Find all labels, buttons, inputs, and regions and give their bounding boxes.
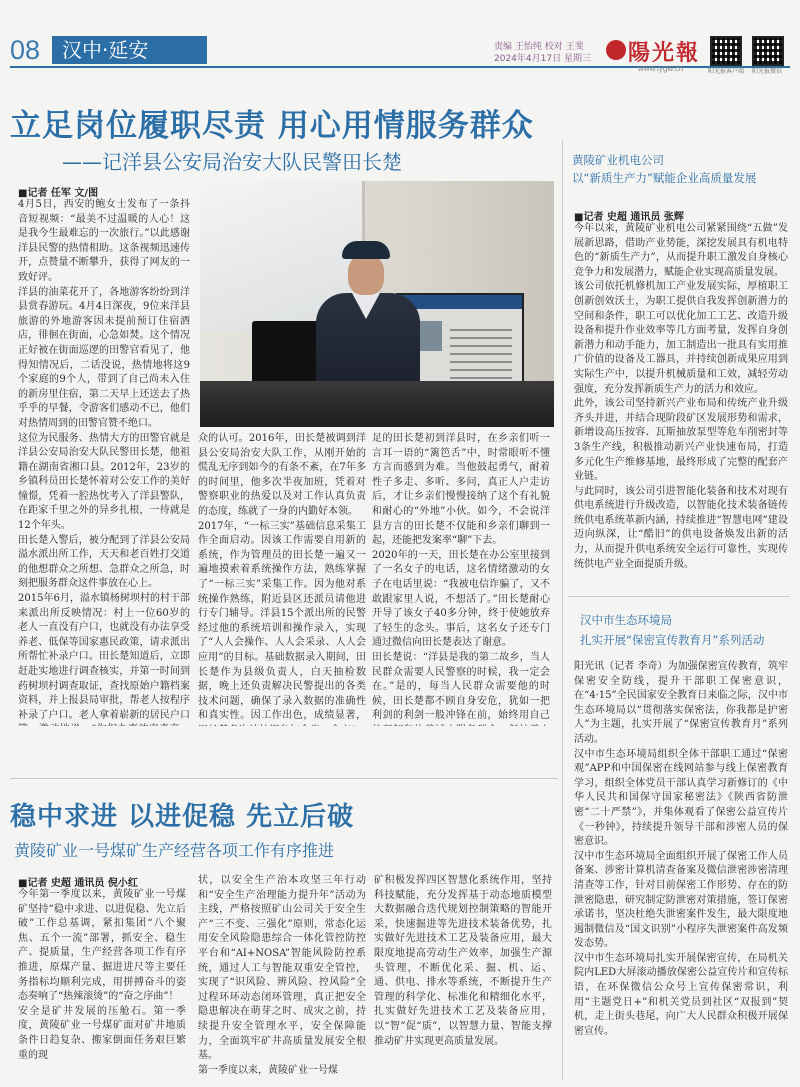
editors-line: 责编 王怡纯 校对 王斐 [494,42,584,52]
bottom-article-column-2: 状，以安全生产治本攻坚三年行动和“安全生产治理能力提升年”活动为主线，严格按照矿山公司关于安全生产“三不变、三强化”原则，常态化运用安全风险隐患综合一体化管控防控平台和“AI+NOSA”智能风险防控系统，通过人工与智能双重安全管控，实现了“识风险、辨风险、控风险”全过程环环动态闭环管理，真正把安全隐患解决在萌芽之时、成灾之前，持续提升安全管理水平，安全保障能力，全面筑牢矿井高质量发展安全根基。 第一季度以来，黄陵矿业一号煤 [198,875,366,1076]
side-article-2-headline-line1: 汉中市生态环境局 [580,613,672,627]
page-number: 08 [10,35,41,65]
newspaper-url: www.iygw.cn [638,64,684,73]
qr-label: 阳光报微信 [752,68,783,75]
bottom-byline: ■记者 史超 通讯员 倪小红 [18,878,138,889]
side-article-1-headline-line1: 黄陵矿业机电公司 [572,153,664,167]
logo-sun-icon [606,40,626,60]
side-article-2-text: 阳光讯（记者 李奇）为加强保密宣传教育，筑牢保密安全防线，提升干部职工保密意识，在“4·15”全民国家安全教育日来临之际，汉中市生态环境局以“贯彻落实保密法，你我都是护密人”为主题，扎实开展了“保密宣传教育月”系列活动。 汉中市生态环境局组织全体干部职工通过“保密观”APP和中国保密在线网站参与线上保密教育学习，组织全体党员干部认真学习新修订的《中华人民共和国保守国家秘密法》《陕西省防泄密“二十严禁”》，并集体观看了保密公益宣传片《一秒钟》，持续提升领导干部和涉密人员的保密意识。 汉中市生态环境局全面组织开展了保密工作人员备案、涉密计算机清查备案及微信泄密涉密清理清查等工作，针对目前保密工作形势、存在的防泄密隐患，研究制定防泄密对策措施，签订保密承诺书，坚决杜绝失泄密案件发生，最大限度地遏制微信及“国文识别”小程序失泄密案件高发频发态势。 汉中市生态环境局扎实开展保密宣传，在局机关院内LED大屏滚动播放保密公益宣传片和宣传标语，在环保微信公众号上宣传保密常识，利用“主题党日+”和机关党员到社区“双报到”契机，走上街头巷尾，向广大人民群众积极开展保密宣传。 [574,661,788,1037]
date-line: 2024年4月17日 星期三 [494,54,591,64]
side-article-1-headline [572,151,756,187]
section-title: 汉中·延安 [52,36,207,64]
side-article-1-byline: ■记者 史超 通讯员 张辉 [574,212,684,223]
editors-info [494,41,591,65]
main-byline: ■记者 任军 文/图 [18,188,99,199]
main-article-column-2: 众的认可。2016年，田长楚被调到洋县公安局治安大队工作，从刚开始的慌乱无序到如今的有条不紊，在7年多的时间里，他多次半夜加班，凭着对警察职业的热爱以及对工作认真负责的态度，练就了一身的内勤好本领。 2017年，“一标三实”基础信息采集工作全面启动。因该工作需要自用新的系统，作为管理员的田长楚一遍又一遍地摸索着系统操作方法，熟练掌握了“一标三实”采集工作。因为他对系统操作熟练，附近县区还派员请他进行专门辅导。洋县15个派出所的民警经过他的系统培训和操作录入，实现了“人人会操作、人人会采录、人人会应用”的目标。基础数据录入期间，田长楚作为县级负责人，白天抽检数据，晚上还负责解决民警提出的各类技术问题，确保了录入数据的准确性和真实性。因工作出色，成绩显著， [198,433,366,722]
side-article-1-text: 今年以来，黄陵矿业机电公司紧紧围绕“五做”发展新思路，借助产业势能，深挖发展具有机电特色的“新质生产力”，从而提升职工激发自身核心竞争力和发展潜力，赋能企业实现高质量发展。 该公司依托机修机加工产业发展实际，厚植职工创新创效沃土，为职工提供自我发挥创新潜力的空间和条件，职工可以优化加工工艺、改造升级设备和提升作业效率等几方面考量，发挥自身创新潜力和动手能力，加工制造出一批具有实用推广价值的设备及工器具，并持续创新成果应用到实际生产中，以提升机械质量和工效，减轻劳动强度，充分发挥新质生产力的活力和效应。 此外，该公司坚持新兴产业布局和传统产业升级齐头并进，并结合现阶段矿区发展形势和需求，新增设高压按容、瓦斯抽放泵型等危车削密封等3条生产线，积极推动新兴产业快速布局，打造多元化生产维修基地，最终形成了完整的配套产业链。 与此同时，该公司引进智能化装备和技术对现有供电系统进行升级改造，以智能化技术装备链传统供电系统革新内涵，持续推进“智慧电网”建设迈向纵深，让“酷旧”的供电设备焕发出新的活力，从而提升供电系统安全运行可靠性，实现传统供电产业全面提质升级。 [574,223,788,570]
masthead [0,0,800,74]
section-divider [568,596,790,597]
qr-label: 阳光报客户端 [708,68,745,75]
main-article-photo [200,181,554,427]
side-article-2-headline [580,610,764,650]
bottom-article-column-3: 矿积极发挥四区智慧化系统作用，坚持科技赋能，充分发挥基于动态地质模型大数据融合迭代规划控制策略的智能开采，快速掘进等先进技术装备优势，扎实做好先进技术工艺及装备应用，最大限度地提高劳动生产效率，加强生产源头管理，不断优化采、掘、机、运、通、供电、排水等系统，不断提升生产管理的科学化、标准化和精细化水平，扎实做好先进技术工艺及装备应用，以“智”促“质”，以智慧力量、智能支撑推动矿井实现更高质量发展。 [374,875,552,1047]
side-article-2-headline-line2: 扎实开展“保密宣传教育月”系列活动 [580,633,765,647]
newspaper-logo: 陽光報 [628,40,701,66]
main-subhead: ——记洋县公安局治安大队民警田长楚 [62,150,402,174]
main-headline: 立足岗位履职尽责 用心用情服务群众 [10,108,534,144]
bottom-subhead: 黄陵矿业一号煤矿生产经营各项工作有序推进 [14,841,335,860]
main-article-column-3: 足的田长楚初到洋县时，在乡亲们听一言耳一语的“篱笆舌”中，时常眼听不懂方言而感到为难。当他鼓起勇气，耐着性子多走、多听、多问，真正人户走访后，才让乡亲们慢慢接纳了这个有礼貌和耐心的“外地”小伙。如今，不会说洋县方言的田长楚不仅能和乡亲们聊到一起，还能把发案率“聊”下去。 2020年的一天，田长楚在办公室里接到了一名女子的电话，这名情绪激动的女子在电话里说：“我被电信诈骗了，又不敢跟家里人说，不想活了。”田长楚耐心开导了该女子40多分钟，终于使她放弃了轻生的念头。事后，这名女子还专门通过微信向田长楚表达了谢意。 田长楚说：“洋县是我的第二故乡，当人民群众需要人民警察的时候，我一定会在。”是的，每当人民群众需要他的时候，田长楚都不顾自身安危，犹如一把利剑的利剑一般冲锋在前，始终用自己 [372,433,550,722]
bottom-headline: 稳中求进 以进促稳 先立后破 [10,802,355,832]
column-divider [562,140,563,1080]
section-divider [10,778,558,779]
main-article-column-1: 4月5日，西安的鲍女士发布了一条抖音短视频：“最美不过温暖的人心！这是我今生最难忘的一次旅行。”以此感谢洋县民警的热情相助。这条视频迅速传开，点赞量不断攀升，获得了网友的一致好评。 洋县的油菜花开了，各地游客纷纷到洋县赏春游玩。4月4日深夜，9位来洋县旅游的外地游客因未提前预订住宿酒店，徘徊在街面，心急如焚。这个情况正好被在街面巡逻的田警官看见了，他得知情况后，二话没说，热情地将这9个家庭的9个人，带到了自己尚未入住的新房里住宿，第二天早上还送去了热乎乎的早餐，令游客们感动不已，他们对热情周到的田警官赞不绝口。 这位为民服务、热情大方的田警官就是洋县公安局治安大队民警田长楚，他祖籍在湖南省湘口县。2012年，23岁的乡镇科员田长楚怀着对公安工作的美好憧憬，凭着一腔热忱考入了洋县警队，在距家千里之外的异乡扎根，一待就是12个年头。 田长楚入警后，被分配到了洋县公安局溢水派出所工作，天天和老百姓打交道的他想群众之所想、急群众之所急，时刻把服务群众这件事放在心上。 2015年6月，溢水镇杨树坝村的村干部来派出所反映情况：村上一位60岁的老人一直没有户口，也就没有办法享受养老、低保等国家惠民政策，请求派出所帮忙补录户口。田长楚知道后，立即赶赴实地进行调查核实，并第一时间到药树坝村调查取证，查找原始户籍档案资料，并上报县局审批，帮老人按程序补录了户口。老人拿着崭新的居民户口 [18,199,190,721]
qr-code-icon [710,36,742,66]
bottom-article-column-1: 今年第一季度以来，黄陵矿业一号煤矿坚持“稳中求进、以进促稳、先立后破”工作总基调，紧扣集团“八个聚焦、五个一流”部署，抓安全、稳生产、提质量，生产经营各项工作有序推进，原煤产量、掘进进尺等主要任务指标均顺利完成，用拼搏奋斗的姿态奏响了“热辣滚烫”的“奋之序曲”！ 安全是矿井发展的压舱石。第一季度，黄陵矿业一号煤矿面对矿井地质条件日趋复杂、搬家倒面任务艰巨繁重的现 [18,889,186,1061]
qr-code-icon [752,36,784,66]
side-article-1-headline-line2: 以“新质生产力”赋能企业高质量发展 [572,171,757,185]
police-officer-figure [308,239,426,399]
